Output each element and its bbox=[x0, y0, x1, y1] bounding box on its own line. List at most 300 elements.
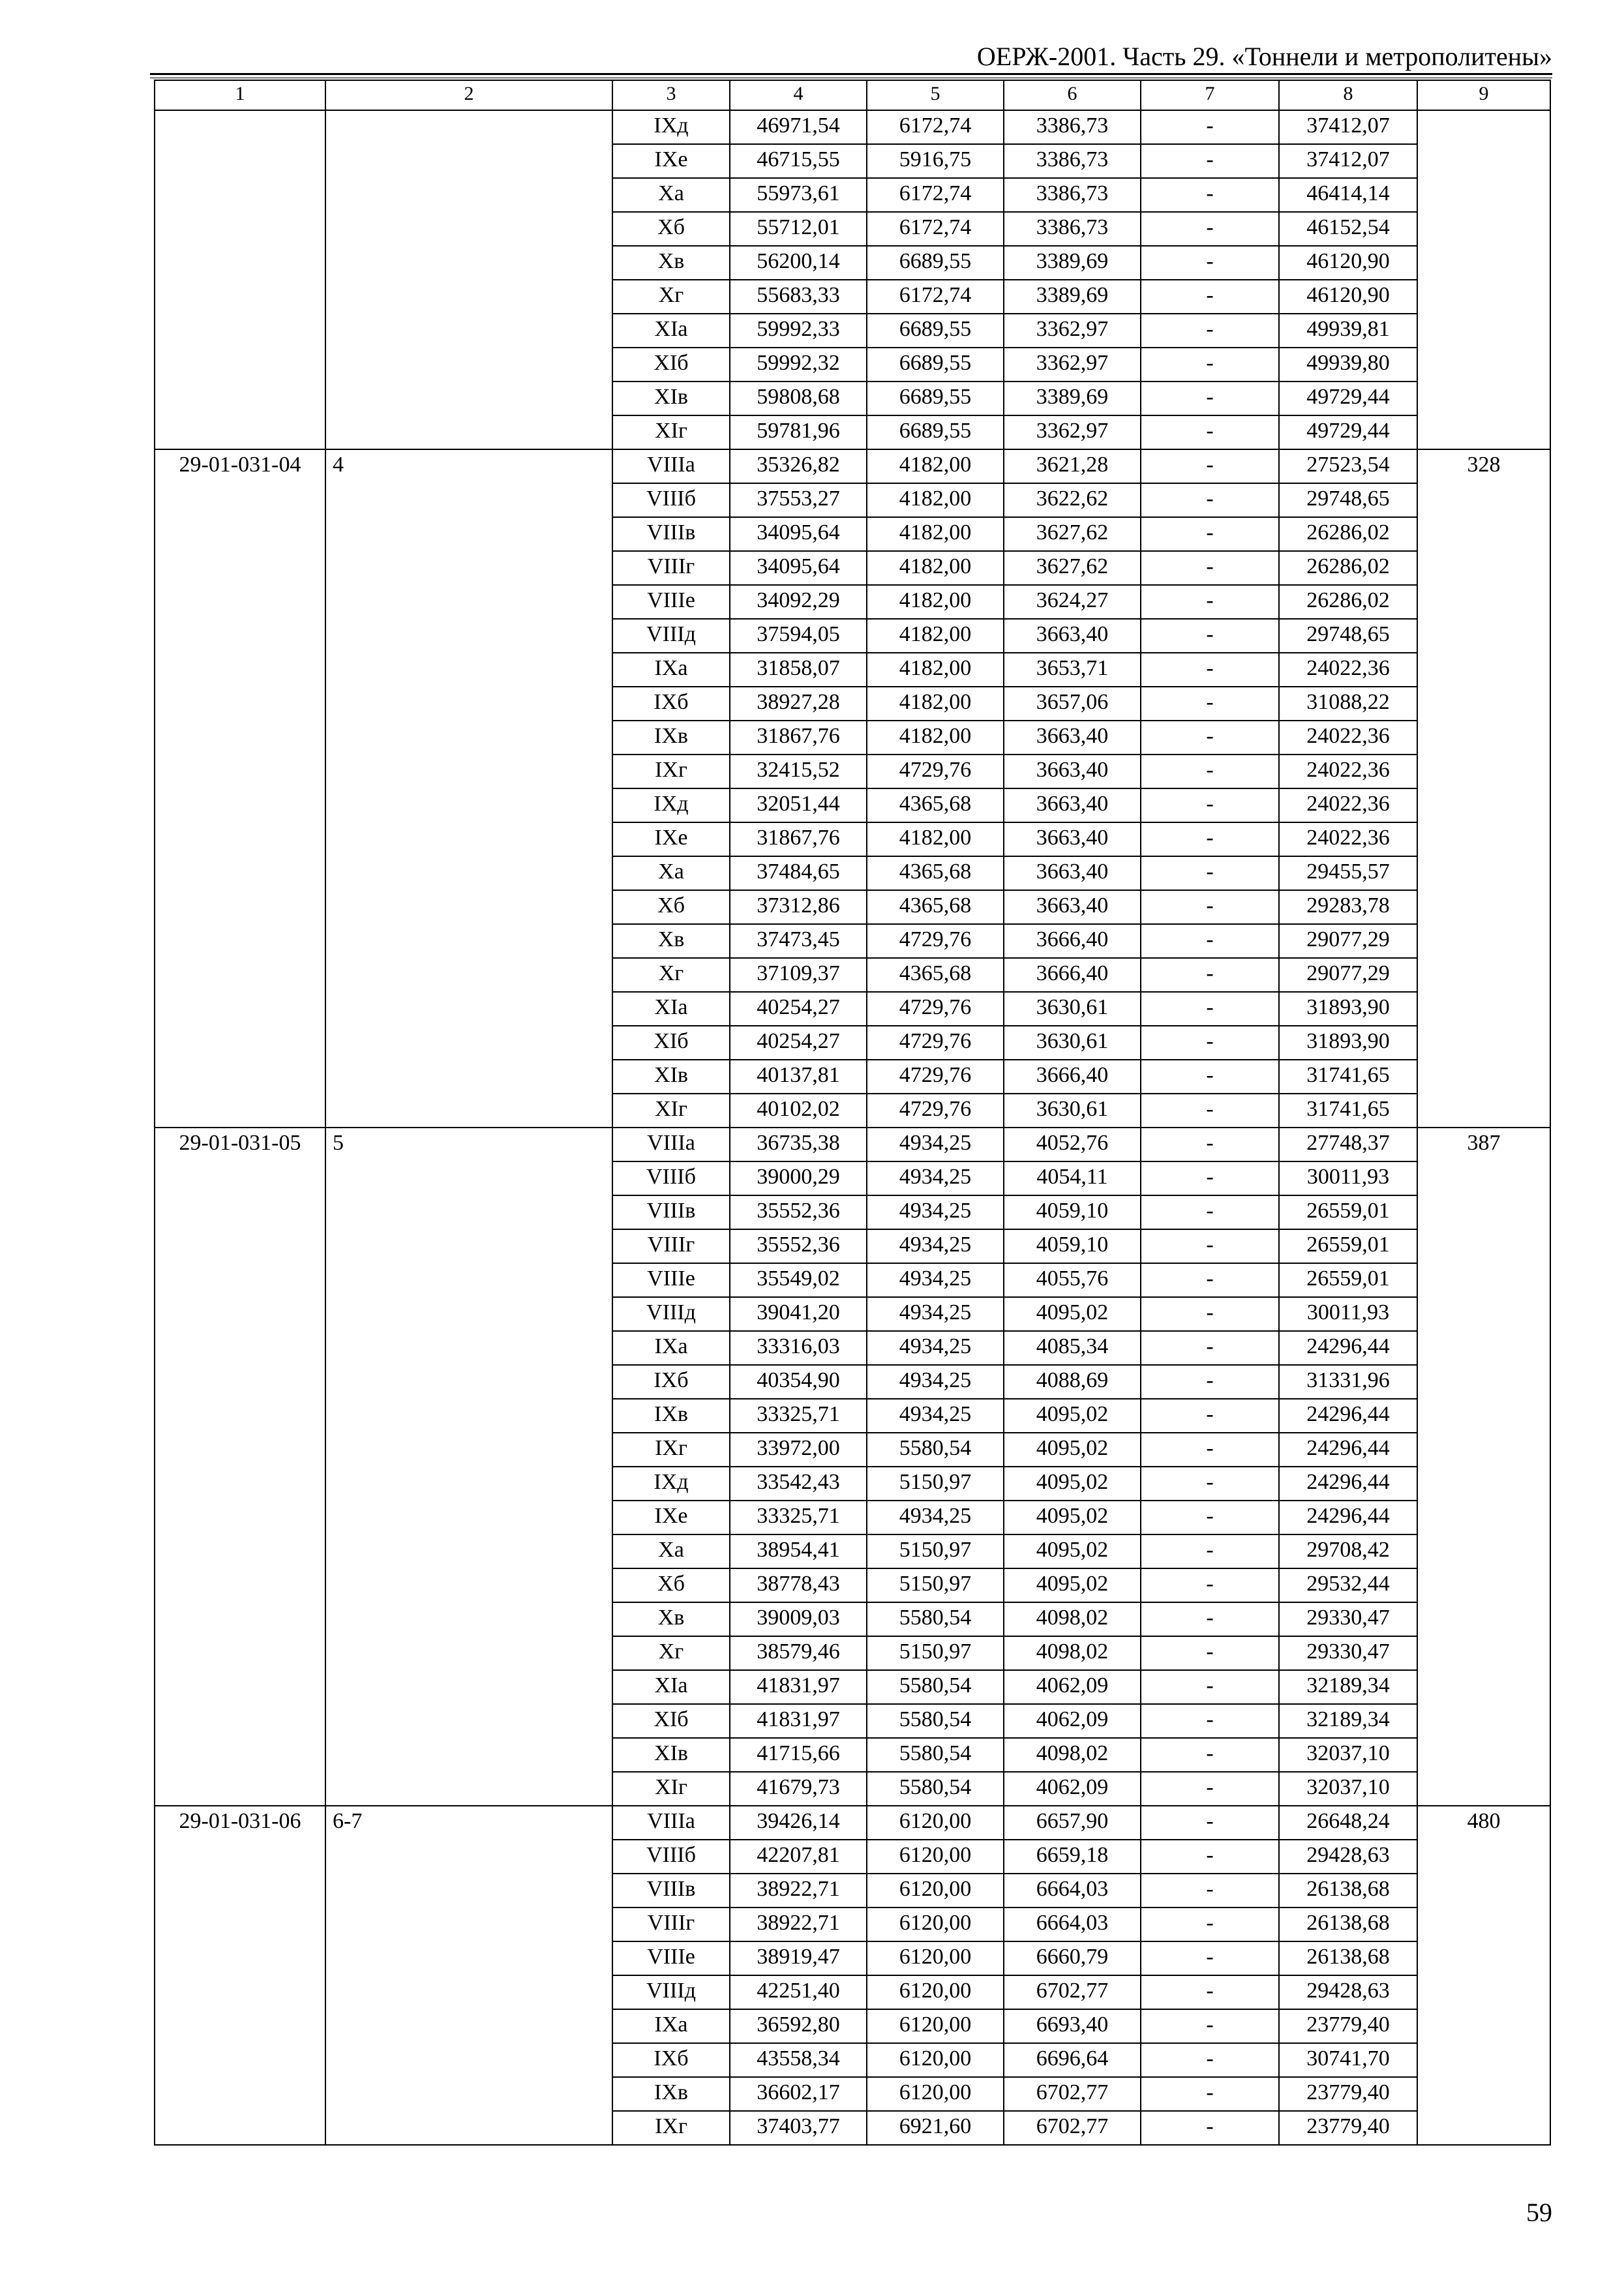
table-cell: IXв bbox=[612, 721, 730, 755]
table-cell: 6120,00 bbox=[867, 1806, 1004, 1840]
table-cell: - bbox=[1141, 178, 1279, 212]
table-cell: Xа bbox=[612, 178, 730, 212]
table-cell: VIIIв bbox=[612, 517, 730, 551]
table-cell: 29532,44 bbox=[1279, 1568, 1417, 1602]
table-cell: 4054,11 bbox=[1004, 1161, 1141, 1195]
table-cell: - bbox=[1141, 1602, 1279, 1636]
table-cell: 38922,71 bbox=[730, 1874, 867, 1908]
table-cell: 59992,32 bbox=[730, 348, 867, 382]
table-cell: - bbox=[1141, 1094, 1279, 1128]
table-cell: - bbox=[1141, 212, 1279, 246]
column-number-cell: 4 bbox=[730, 80, 867, 110]
table-cell: 4934,25 bbox=[867, 1501, 1004, 1534]
table-cell: 3362,97 bbox=[1004, 415, 1141, 449]
table-cell: 24296,44 bbox=[1279, 1501, 1417, 1534]
table-cell: 35552,36 bbox=[730, 1229, 867, 1263]
table-row bbox=[155, 449, 1550, 483]
table-cell: 59808,68 bbox=[730, 382, 867, 415]
table-cell: 33316,03 bbox=[730, 1331, 867, 1365]
table-cell: 4934,25 bbox=[867, 1161, 1004, 1195]
table-cell: 3386,73 bbox=[1004, 110, 1141, 144]
rates-table-body bbox=[155, 80, 1550, 2145]
table-cell: 37403,77 bbox=[730, 2111, 867, 2145]
table-cell: - bbox=[1141, 2043, 1279, 2077]
table-cell: 4182,00 bbox=[867, 721, 1004, 755]
table-cell: 34095,64 bbox=[730, 517, 867, 551]
table-cell: 31858,07 bbox=[730, 653, 867, 687]
table-cell: 41715,66 bbox=[730, 1738, 867, 1772]
table-cell: 49939,81 bbox=[1279, 314, 1417, 348]
table-cell: - bbox=[1141, 687, 1279, 721]
column-number-cell: 5 bbox=[867, 80, 1004, 110]
table-cell: 24296,44 bbox=[1279, 1433, 1417, 1467]
table-cell: 26286,02 bbox=[1279, 517, 1417, 551]
table-cell: 26286,02 bbox=[1279, 551, 1417, 585]
table-cell: 23779,40 bbox=[1279, 2077, 1417, 2111]
table-cell: IXб bbox=[612, 1365, 730, 1399]
table-cell: 32189,34 bbox=[1279, 1704, 1417, 1738]
table-cell: 40254,27 bbox=[730, 992, 867, 1026]
table-cell: Xб bbox=[612, 890, 730, 924]
table-cell: IXе bbox=[612, 1501, 730, 1534]
table-cell: IXг bbox=[612, 1433, 730, 1467]
table-cell: 38922,71 bbox=[730, 1908, 867, 1941]
table-cell: 5150,97 bbox=[867, 1534, 1004, 1568]
table-cell: - bbox=[1141, 1806, 1279, 1840]
table-cell: - bbox=[1141, 110, 1279, 144]
rate-code-cell: 29-01-031-06 bbox=[155, 1806, 325, 2145]
table-cell: 59992,33 bbox=[730, 314, 867, 348]
table-cell: VIIIд bbox=[612, 1975, 730, 2009]
table-cell: 4095,02 bbox=[1004, 1501, 1141, 1534]
table-cell: 35552,36 bbox=[730, 1195, 867, 1229]
table-cell: 6689,55 bbox=[867, 382, 1004, 415]
table-row bbox=[155, 110, 1550, 144]
table-cell: 6689,55 bbox=[867, 314, 1004, 348]
table-cell: 3663,40 bbox=[1004, 856, 1141, 890]
table-cell: - bbox=[1141, 1501, 1279, 1534]
table-cell: IXв bbox=[612, 1399, 730, 1433]
table-cell: - bbox=[1141, 1941, 1279, 1975]
table-cell: 4729,76 bbox=[867, 992, 1004, 1026]
table-cell: 24022,36 bbox=[1279, 721, 1417, 755]
table-cell: 3657,06 bbox=[1004, 687, 1141, 721]
table-cell: - bbox=[1141, 890, 1279, 924]
table-cell: 37594,05 bbox=[730, 619, 867, 653]
column-number-cell: 8 bbox=[1279, 80, 1417, 110]
table-cell: IXа bbox=[612, 2009, 730, 2043]
table-cell: IXд bbox=[612, 110, 730, 144]
table-cell: 4729,76 bbox=[867, 1060, 1004, 1094]
table-cell: XIв bbox=[612, 382, 730, 415]
table-cell: 3663,40 bbox=[1004, 755, 1141, 788]
table-cell: 4182,00 bbox=[867, 585, 1004, 619]
table-cell: 4182,00 bbox=[867, 687, 1004, 721]
column-number-cell: 9 bbox=[1417, 80, 1550, 110]
table-cell: IXв bbox=[612, 2077, 730, 2111]
column-2-cell: 5 bbox=[325, 1128, 612, 1806]
table-cell: 3386,73 bbox=[1004, 212, 1141, 246]
table-cell: 38579,46 bbox=[730, 1636, 867, 1670]
column-number-cell: 7 bbox=[1141, 80, 1279, 110]
table-cell: 6172,74 bbox=[867, 110, 1004, 144]
table-cell: 37312,86 bbox=[730, 890, 867, 924]
table-cell: 35326,82 bbox=[730, 449, 867, 483]
table-cell: 3389,69 bbox=[1004, 382, 1141, 415]
table-cell: VIIIе bbox=[612, 1941, 730, 1975]
table-cell: 6921,60 bbox=[867, 2111, 1004, 2145]
table-cell: IXг bbox=[612, 755, 730, 788]
table-cell: - bbox=[1141, 619, 1279, 653]
table-cell: 4182,00 bbox=[867, 653, 1004, 687]
table-cell: 6659,18 bbox=[1004, 1840, 1141, 1874]
table-cell: - bbox=[1141, 314, 1279, 348]
table-cell: 55973,61 bbox=[730, 178, 867, 212]
table-cell: 37109,37 bbox=[730, 958, 867, 992]
header-rule-thick bbox=[150, 73, 1552, 75]
table-cell: 46414,14 bbox=[1279, 178, 1417, 212]
table-row bbox=[155, 1128, 1550, 1161]
table-cell: 31893,90 bbox=[1279, 992, 1417, 1026]
table-cell: VIIIа bbox=[612, 449, 730, 483]
rate-code-cell: 29-01-031-05 bbox=[155, 1128, 325, 1806]
table-cell: 6120,00 bbox=[867, 1908, 1004, 1941]
table-cell: IXб bbox=[612, 687, 730, 721]
table-cell: 29330,47 bbox=[1279, 1636, 1417, 1670]
table-cell: 32037,10 bbox=[1279, 1772, 1417, 1806]
table-cell: 30011,93 bbox=[1279, 1297, 1417, 1331]
table-cell: 4055,76 bbox=[1004, 1263, 1141, 1297]
table-cell: 4182,00 bbox=[867, 449, 1004, 483]
table-cell: IXд bbox=[612, 788, 730, 822]
table-cell: - bbox=[1141, 856, 1279, 890]
table-cell: - bbox=[1141, 382, 1279, 415]
table-cell: 5150,97 bbox=[867, 1568, 1004, 1602]
table-cell: 26138,68 bbox=[1279, 1908, 1417, 1941]
table-cell: - bbox=[1141, 1229, 1279, 1263]
table-cell: 6172,74 bbox=[867, 212, 1004, 246]
table-cell: 6120,00 bbox=[867, 1975, 1004, 2009]
table-cell: 6172,74 bbox=[867, 178, 1004, 212]
table-cell: 5580,54 bbox=[867, 1738, 1004, 1772]
table-cell: 4182,00 bbox=[867, 551, 1004, 585]
table-cell: 3627,62 bbox=[1004, 517, 1141, 551]
table-cell: 24022,36 bbox=[1279, 822, 1417, 856]
table-cell: VIIIв bbox=[612, 1195, 730, 1229]
table-cell: 34092,29 bbox=[730, 585, 867, 619]
table-cell: 32415,52 bbox=[730, 755, 867, 788]
table-cell: 5580,54 bbox=[867, 1670, 1004, 1704]
table-cell: 34095,64 bbox=[730, 551, 867, 585]
table-cell: 33972,00 bbox=[730, 1433, 867, 1467]
table-cell: 3362,97 bbox=[1004, 348, 1141, 382]
table-cell: VIIIб bbox=[612, 483, 730, 517]
table-cell: VIIIг bbox=[612, 1908, 730, 1941]
table-cell: 3663,40 bbox=[1004, 788, 1141, 822]
rate-code-cell bbox=[155, 110, 325, 449]
table-cell: 55712,01 bbox=[730, 212, 867, 246]
table-cell: - bbox=[1141, 992, 1279, 1026]
table-cell: XIб bbox=[612, 1704, 730, 1738]
table-cell: 23779,40 bbox=[1279, 2009, 1417, 2043]
table-cell: - bbox=[1141, 246, 1279, 280]
page-number: 59 bbox=[1526, 2198, 1552, 2227]
table-cell: - bbox=[1141, 348, 1279, 382]
table-cell: IXд bbox=[612, 1467, 730, 1501]
table-cell: 4365,68 bbox=[867, 958, 1004, 992]
table-cell: 27523,54 bbox=[1279, 449, 1417, 483]
table-cell: 4052,76 bbox=[1004, 1128, 1141, 1161]
table-cell: 6702,77 bbox=[1004, 2077, 1141, 2111]
table-cell: 5580,54 bbox=[867, 1772, 1004, 1806]
table-cell: IXе bbox=[612, 822, 730, 856]
table-cell: 41831,97 bbox=[730, 1704, 867, 1738]
table-cell: 30011,93 bbox=[1279, 1161, 1417, 1195]
table-cell: 6120,00 bbox=[867, 1874, 1004, 1908]
table-cell: 4095,02 bbox=[1004, 1297, 1141, 1331]
table-cell: 49939,80 bbox=[1279, 348, 1417, 382]
table-cell: 4934,25 bbox=[867, 1229, 1004, 1263]
column-number-cell: 2 bbox=[325, 80, 612, 110]
table-cell: 31867,76 bbox=[730, 721, 867, 755]
table-cell: XIб bbox=[612, 348, 730, 382]
table-cell: - bbox=[1141, 1026, 1279, 1060]
table-cell: VIIIг bbox=[612, 1229, 730, 1263]
table-cell: VIIIд bbox=[612, 619, 730, 653]
table-cell: 31331,96 bbox=[1279, 1365, 1417, 1399]
table-cell: 3627,62 bbox=[1004, 551, 1141, 585]
table-cell: 37412,07 bbox=[1279, 110, 1417, 144]
table-cell: 36735,38 bbox=[730, 1128, 867, 1161]
table-cell: 26559,01 bbox=[1279, 1229, 1417, 1263]
table-cell: Xа bbox=[612, 1534, 730, 1568]
table-cell: 6664,03 bbox=[1004, 1908, 1141, 1941]
table-cell: 29428,63 bbox=[1279, 1840, 1417, 1874]
table-cell: 4062,09 bbox=[1004, 1772, 1141, 1806]
table-cell: 3663,40 bbox=[1004, 822, 1141, 856]
table-cell: - bbox=[1141, 1704, 1279, 1738]
table-cell: 4729,76 bbox=[867, 755, 1004, 788]
table-cell: 26138,68 bbox=[1279, 1874, 1417, 1908]
table-cell: 4095,02 bbox=[1004, 1467, 1141, 1501]
table-cell: 46120,90 bbox=[1279, 246, 1417, 280]
table-cell: - bbox=[1141, 1670, 1279, 1704]
table-cell: 31741,65 bbox=[1279, 1094, 1417, 1128]
table-cell: 4182,00 bbox=[867, 483, 1004, 517]
table-cell: 3666,40 bbox=[1004, 924, 1141, 958]
table-cell: 26559,01 bbox=[1279, 1263, 1417, 1297]
table-cell: 42207,81 bbox=[730, 1840, 867, 1874]
table-cell: 38954,41 bbox=[730, 1534, 867, 1568]
column-number-cell: 6 bbox=[1004, 80, 1141, 110]
table-cell: IXа bbox=[612, 1331, 730, 1365]
table-cell: 38919,47 bbox=[730, 1941, 867, 1975]
table-cell: 4095,02 bbox=[1004, 1433, 1141, 1467]
table-cell: 4059,10 bbox=[1004, 1229, 1141, 1263]
table-cell: 29748,65 bbox=[1279, 619, 1417, 653]
table-cell: 40354,90 bbox=[730, 1365, 867, 1399]
table-cell: - bbox=[1141, 1738, 1279, 1772]
table-cell: 6689,55 bbox=[867, 348, 1004, 382]
table-cell: 6696,64 bbox=[1004, 2043, 1141, 2077]
column-9-cell: 480 bbox=[1417, 1806, 1550, 2145]
table-cell: 56200,14 bbox=[730, 246, 867, 280]
table-cell: 4088,69 bbox=[1004, 1365, 1141, 1399]
table-cell: 3389,69 bbox=[1004, 246, 1141, 280]
table-cell: 3622,62 bbox=[1004, 483, 1141, 517]
table-cell: 5916,75 bbox=[867, 144, 1004, 178]
table-cell: - bbox=[1141, 1195, 1279, 1229]
table-cell: 31867,76 bbox=[730, 822, 867, 856]
table-row bbox=[155, 1806, 1550, 1840]
column-9-cell bbox=[1417, 110, 1550, 449]
table-cell: 37484,65 bbox=[730, 856, 867, 890]
table-cell: 4729,76 bbox=[867, 924, 1004, 958]
table-cell: 6120,00 bbox=[867, 2009, 1004, 2043]
table-cell: - bbox=[1141, 1636, 1279, 1670]
table-cell: 29455,57 bbox=[1279, 856, 1417, 890]
table-cell: XIг bbox=[612, 1772, 730, 1806]
table-cell: - bbox=[1141, 2111, 1279, 2145]
table-cell: 29283,78 bbox=[1279, 890, 1417, 924]
table-cell: VIIIд bbox=[612, 1297, 730, 1331]
table-cell: 4934,25 bbox=[867, 1331, 1004, 1365]
table-cell: 39009,03 bbox=[730, 1602, 867, 1636]
table-cell: VIIIа bbox=[612, 1806, 730, 1840]
table-cell: 3624,27 bbox=[1004, 585, 1141, 619]
table-cell: 4098,02 bbox=[1004, 1636, 1141, 1670]
table-cell: 29330,47 bbox=[1279, 1602, 1417, 1636]
table-cell: 24022,36 bbox=[1279, 755, 1417, 788]
table-cell: 3386,73 bbox=[1004, 178, 1141, 212]
table-cell: - bbox=[1141, 1568, 1279, 1602]
table-cell: VIIIг bbox=[612, 551, 730, 585]
table-cell: 3362,97 bbox=[1004, 314, 1141, 348]
column-9-cell: 328 bbox=[1417, 449, 1550, 1128]
table-cell: 3663,40 bbox=[1004, 619, 1141, 653]
table-cell: Xв bbox=[612, 1602, 730, 1636]
table-cell: 6664,03 bbox=[1004, 1874, 1141, 1908]
table-cell: 4095,02 bbox=[1004, 1534, 1141, 1568]
table-cell: - bbox=[1141, 1399, 1279, 1433]
table-cell: 29077,29 bbox=[1279, 958, 1417, 992]
table-cell: 4182,00 bbox=[867, 822, 1004, 856]
table-cell: - bbox=[1141, 721, 1279, 755]
table-cell: 23779,40 bbox=[1279, 2111, 1417, 2145]
table-cell: 49729,44 bbox=[1279, 382, 1417, 415]
table-cell: 26648,24 bbox=[1279, 1806, 1417, 1840]
table-cell: - bbox=[1141, 822, 1279, 856]
table-cell: XIа bbox=[612, 992, 730, 1026]
table-cell: 37553,27 bbox=[730, 483, 867, 517]
table-cell: Xг bbox=[612, 1636, 730, 1670]
table-cell: XIб bbox=[612, 1026, 730, 1060]
table-cell: - bbox=[1141, 1467, 1279, 1501]
table-cell: 4729,76 bbox=[867, 1094, 1004, 1128]
table-cell: 6693,40 bbox=[1004, 2009, 1141, 2043]
table-cell: - bbox=[1141, 585, 1279, 619]
column-2-cell: 6-7 bbox=[325, 1806, 612, 2145]
table-cell: 24296,44 bbox=[1279, 1467, 1417, 1501]
table-cell: 6172,74 bbox=[867, 280, 1004, 314]
table-cell: 4934,25 bbox=[867, 1365, 1004, 1399]
table-cell: 3630,61 bbox=[1004, 1094, 1141, 1128]
table-cell: 4182,00 bbox=[867, 619, 1004, 653]
table-cell: Xв bbox=[612, 924, 730, 958]
table-cell: 36592,80 bbox=[730, 2009, 867, 2043]
column-2-cell bbox=[325, 110, 612, 449]
table-cell: 3666,40 bbox=[1004, 1060, 1141, 1094]
table-cell: 39000,29 bbox=[730, 1161, 867, 1195]
table-cell: 4085,34 bbox=[1004, 1331, 1141, 1365]
table-cell: - bbox=[1141, 517, 1279, 551]
table-cell: - bbox=[1141, 144, 1279, 178]
table-cell: 46152,54 bbox=[1279, 212, 1417, 246]
rates-table bbox=[154, 80, 1551, 2146]
table-cell: VIIIб bbox=[612, 1840, 730, 1874]
table-cell: Xг bbox=[612, 958, 730, 992]
table-cell: Xб bbox=[612, 212, 730, 246]
column-9-cell: 387 bbox=[1417, 1128, 1550, 1806]
table-cell: 35549,02 bbox=[730, 1263, 867, 1297]
table-cell: 3653,71 bbox=[1004, 653, 1141, 687]
table-cell: 5580,54 bbox=[867, 1433, 1004, 1467]
table-cell: 37473,45 bbox=[730, 924, 867, 958]
table-cell: 6660,79 bbox=[1004, 1941, 1141, 1975]
table-cell: VIIIв bbox=[612, 1874, 730, 1908]
column-2-cell: 4 bbox=[325, 449, 612, 1128]
table-cell: - bbox=[1141, 653, 1279, 687]
table-cell: VIIIа bbox=[612, 1128, 730, 1161]
table-cell: 4098,02 bbox=[1004, 1738, 1141, 1772]
table-cell: XIг bbox=[612, 1094, 730, 1128]
table-cell: 33542,43 bbox=[730, 1467, 867, 1501]
table-cell: 24022,36 bbox=[1279, 788, 1417, 822]
table-cell: 33325,71 bbox=[730, 1399, 867, 1433]
table-cell: IXг bbox=[612, 2111, 730, 2145]
table-cell: - bbox=[1141, 449, 1279, 483]
rate-code-cell: 29-01-031-04 bbox=[155, 449, 325, 1128]
table-cell: 6120,00 bbox=[867, 2077, 1004, 2111]
table-cell: XIв bbox=[612, 1060, 730, 1094]
table-cell: 3663,40 bbox=[1004, 721, 1141, 755]
table-cell: VIIIб bbox=[612, 1161, 730, 1195]
table-cell: 3621,28 bbox=[1004, 449, 1141, 483]
table-cell: 37412,07 bbox=[1279, 144, 1417, 178]
table-cell: 24296,44 bbox=[1279, 1331, 1417, 1365]
table-cell: 6120,00 bbox=[867, 1941, 1004, 1975]
table-cell: - bbox=[1141, 1874, 1279, 1908]
table-cell: XIг bbox=[612, 415, 730, 449]
page-header-title: ОЕРЖ-2001. Часть 29. «Тоннели и метрополитены» bbox=[976, 42, 1552, 71]
table-cell: 24022,36 bbox=[1279, 653, 1417, 687]
table-cell: 6689,55 bbox=[867, 246, 1004, 280]
table-cell: 46971,54 bbox=[730, 110, 867, 144]
table-cell: - bbox=[1141, 1060, 1279, 1094]
table-cell: 59781,96 bbox=[730, 415, 867, 449]
table-cell: 31741,65 bbox=[1279, 1060, 1417, 1094]
table-cell: - bbox=[1141, 1840, 1279, 1874]
table-cell: - bbox=[1141, 1534, 1279, 1568]
column-number-cell: 3 bbox=[612, 80, 730, 110]
table-cell: 31893,90 bbox=[1279, 1026, 1417, 1060]
table-cell: 42251,40 bbox=[730, 1975, 867, 2009]
table-cell: 41679,73 bbox=[730, 1772, 867, 1806]
table-cell: - bbox=[1141, 1433, 1279, 1467]
table-cell: 46120,90 bbox=[1279, 280, 1417, 314]
table-cell: - bbox=[1141, 1908, 1279, 1941]
table-cell: - bbox=[1141, 788, 1279, 822]
